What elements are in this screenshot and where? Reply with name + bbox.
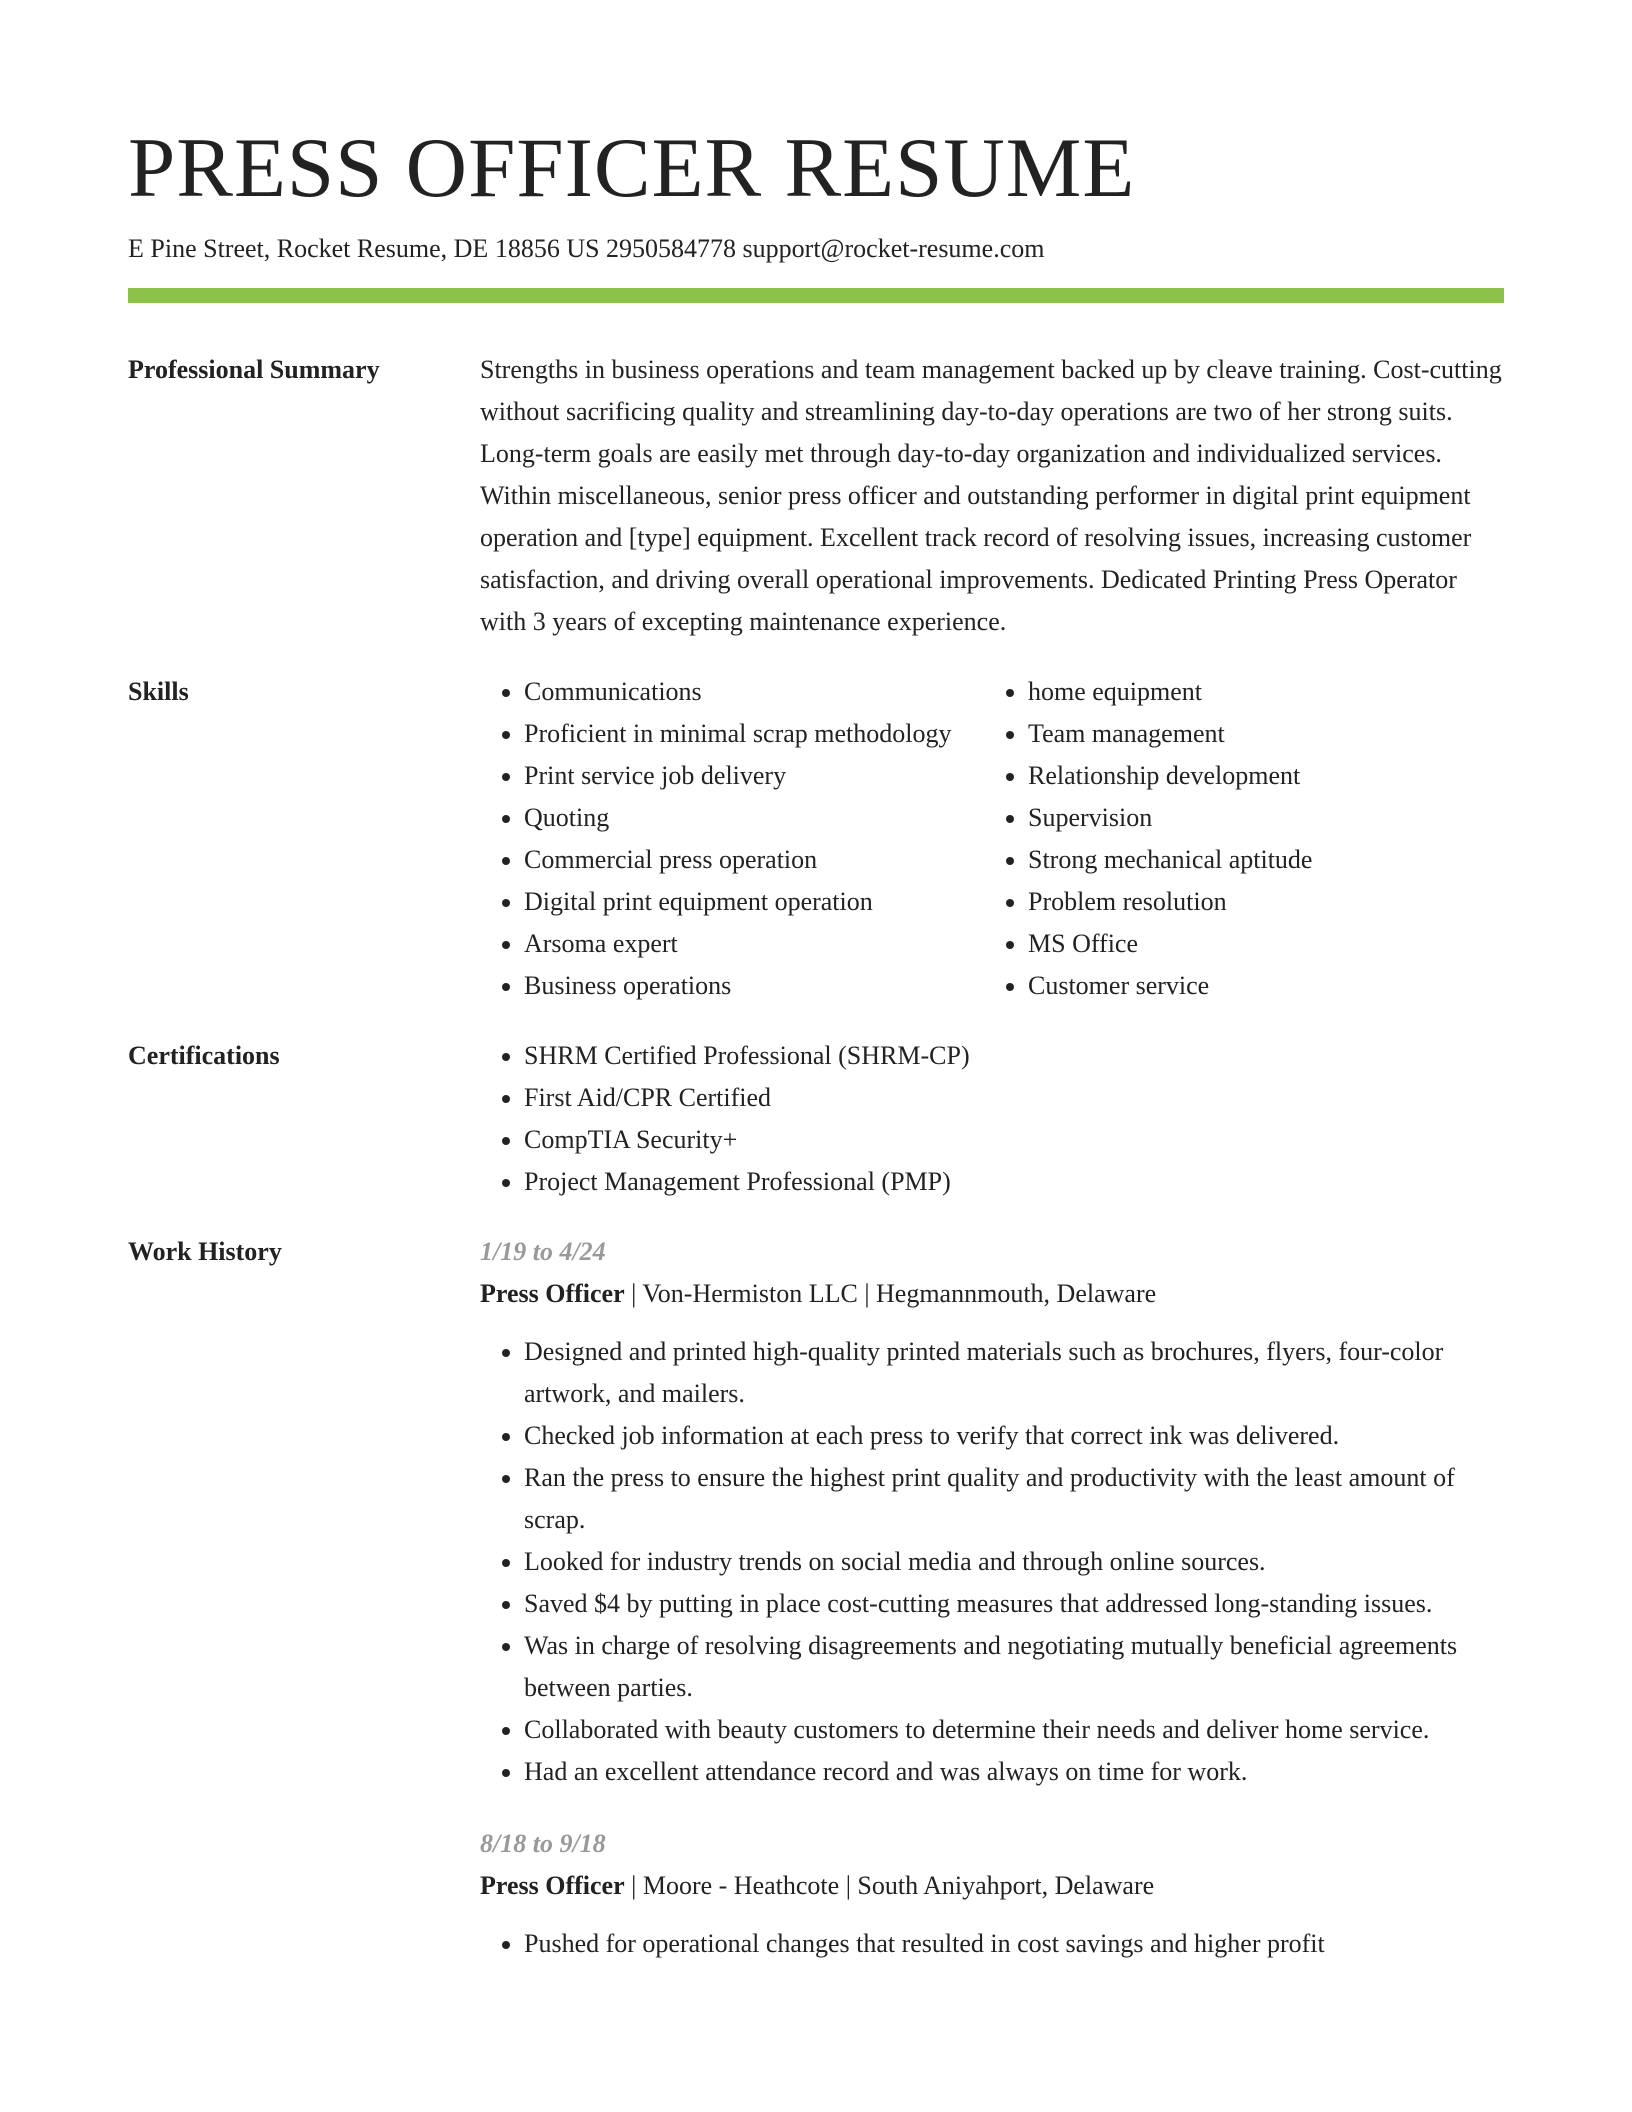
skill-item: • Proficient in minimal scrap methodology bbox=[524, 713, 984, 755]
job-bullet: • Had an excellent attendance record and was always on time for work. bbox=[524, 1751, 1504, 1793]
job-bullet: • Checked job information at each press to verify that correct ink was delivered. bbox=[524, 1415, 1504, 1457]
job-details: | Moore - Heathcote | South Aniyahport, Delaware bbox=[624, 1871, 1155, 1900]
skill-item: • home equipment bbox=[1028, 671, 1504, 713]
job-title: Press Officer bbox=[480, 1871, 625, 1900]
skill-item: • Business operations bbox=[524, 965, 984, 1007]
job-bullet: • Ran the press to ensure the highest print quality and productivity with the least amount of scrap. bbox=[524, 1457, 1504, 1541]
job-entry bbox=[480, 1823, 1504, 1965]
skill-item: • Quoting bbox=[524, 797, 984, 839]
job-heading bbox=[480, 1273, 1504, 1315]
skill-item: • Supervision bbox=[1028, 797, 1504, 839]
job-bullet: • Looked for industry trends on social media and through online sources. bbox=[524, 1541, 1504, 1583]
job-bullet: • Saved $4 by putting in place cost-cutting measures that addressed long-standing issues. bbox=[524, 1583, 1504, 1625]
skill-item: • Strong mechanical aptitude bbox=[1028, 839, 1504, 881]
job-bullet: • Was in charge of resolving disagreements and negotiating mutually beneficial agreements between parties. bbox=[524, 1625, 1504, 1709]
work-history-section bbox=[128, 1231, 1504, 1995]
skills-list-left bbox=[480, 671, 984, 1007]
job-title: Press Officer bbox=[480, 1279, 625, 1308]
skill-item: • Print service job delivery bbox=[524, 755, 984, 797]
job-dates: 1/19 to 4/24 bbox=[480, 1237, 606, 1266]
job-bullet: • Designed and printed high-quality printed materials such as brochures, flyers, four-color artwork, and mailers. bbox=[524, 1331, 1504, 1415]
skill-item: • Team management bbox=[1028, 713, 1504, 755]
job-details: | Von-Hermiston LLC | Hegmannmouth, Delaware bbox=[624, 1279, 1157, 1308]
header-divider bbox=[128, 288, 1504, 303]
skill-item: • Arsoma expert bbox=[524, 923, 984, 965]
certification-item: • First Aid/CPR Certified bbox=[524, 1077, 1504, 1119]
skill-item: • Digital print equipment operation bbox=[524, 881, 984, 923]
contact-line: E Pine Street, Rocket Resume, DE 18856 US 2950584778 support@rocket-resume.com bbox=[128, 234, 1045, 263]
job-bullet: • Collaborated with beauty customers to determine their needs and deliver home service. bbox=[524, 1709, 1504, 1751]
summary-section bbox=[128, 349, 1504, 643]
job-bullet: • Pushed for operational changes that resulted in cost savings and higher profit bbox=[524, 1923, 1504, 1965]
skill-item: • Relationship development bbox=[1028, 755, 1504, 797]
section-label-skills: Skills bbox=[128, 677, 189, 706]
page-title: PRESS OFFICER RESUME bbox=[128, 121, 1136, 215]
skills-list-right bbox=[984, 671, 1504, 1007]
job-bullets bbox=[480, 1331, 1504, 1793]
section-label-summary: Professional Summary bbox=[128, 355, 380, 384]
skill-item: • MS Office bbox=[1028, 923, 1504, 965]
job-entry bbox=[480, 1231, 1504, 1793]
certification-item: • Project Management Professional (PMP) bbox=[524, 1161, 1504, 1203]
job-heading bbox=[480, 1865, 1504, 1907]
skill-item: • Problem resolution bbox=[1028, 881, 1504, 923]
section-label-work-history: Work History bbox=[128, 1237, 282, 1266]
certifications-list bbox=[480, 1035, 1504, 1203]
certifications-section bbox=[128, 1035, 1504, 1203]
summary-text: Strengths in business operations and team management backed up by cleave training. Cost-cutting without sacrificing quality and streamlining day-to-day operations are two of her strong suits. Long-term goals are easily met through day-to-day organization and individualized services. Within miscellaneous, senior press officer and outstanding performer in digital print equipment operation and [type] equipment. Excellent track record of resolving issues, increasing customer satisfaction, and driving overall operational improvements. Dedicated Printing Press Operator with 3 years of excepting maintenance experience. bbox=[480, 355, 1502, 636]
certification-item: • SHRM Certified Professional (SHRM-CP) bbox=[524, 1035, 1504, 1077]
skill-item: • Communications bbox=[524, 671, 984, 713]
skills-section bbox=[128, 671, 1504, 1007]
job-dates: 8/18 to 9/18 bbox=[480, 1829, 606, 1858]
skill-item: • Commercial press operation bbox=[524, 839, 984, 881]
section-label-certifications: Certifications bbox=[128, 1041, 280, 1070]
skill-item: • Customer service bbox=[1028, 965, 1504, 1007]
certification-item: • CompTIA Security+ bbox=[524, 1119, 1504, 1161]
job-bullets bbox=[480, 1923, 1504, 1965]
